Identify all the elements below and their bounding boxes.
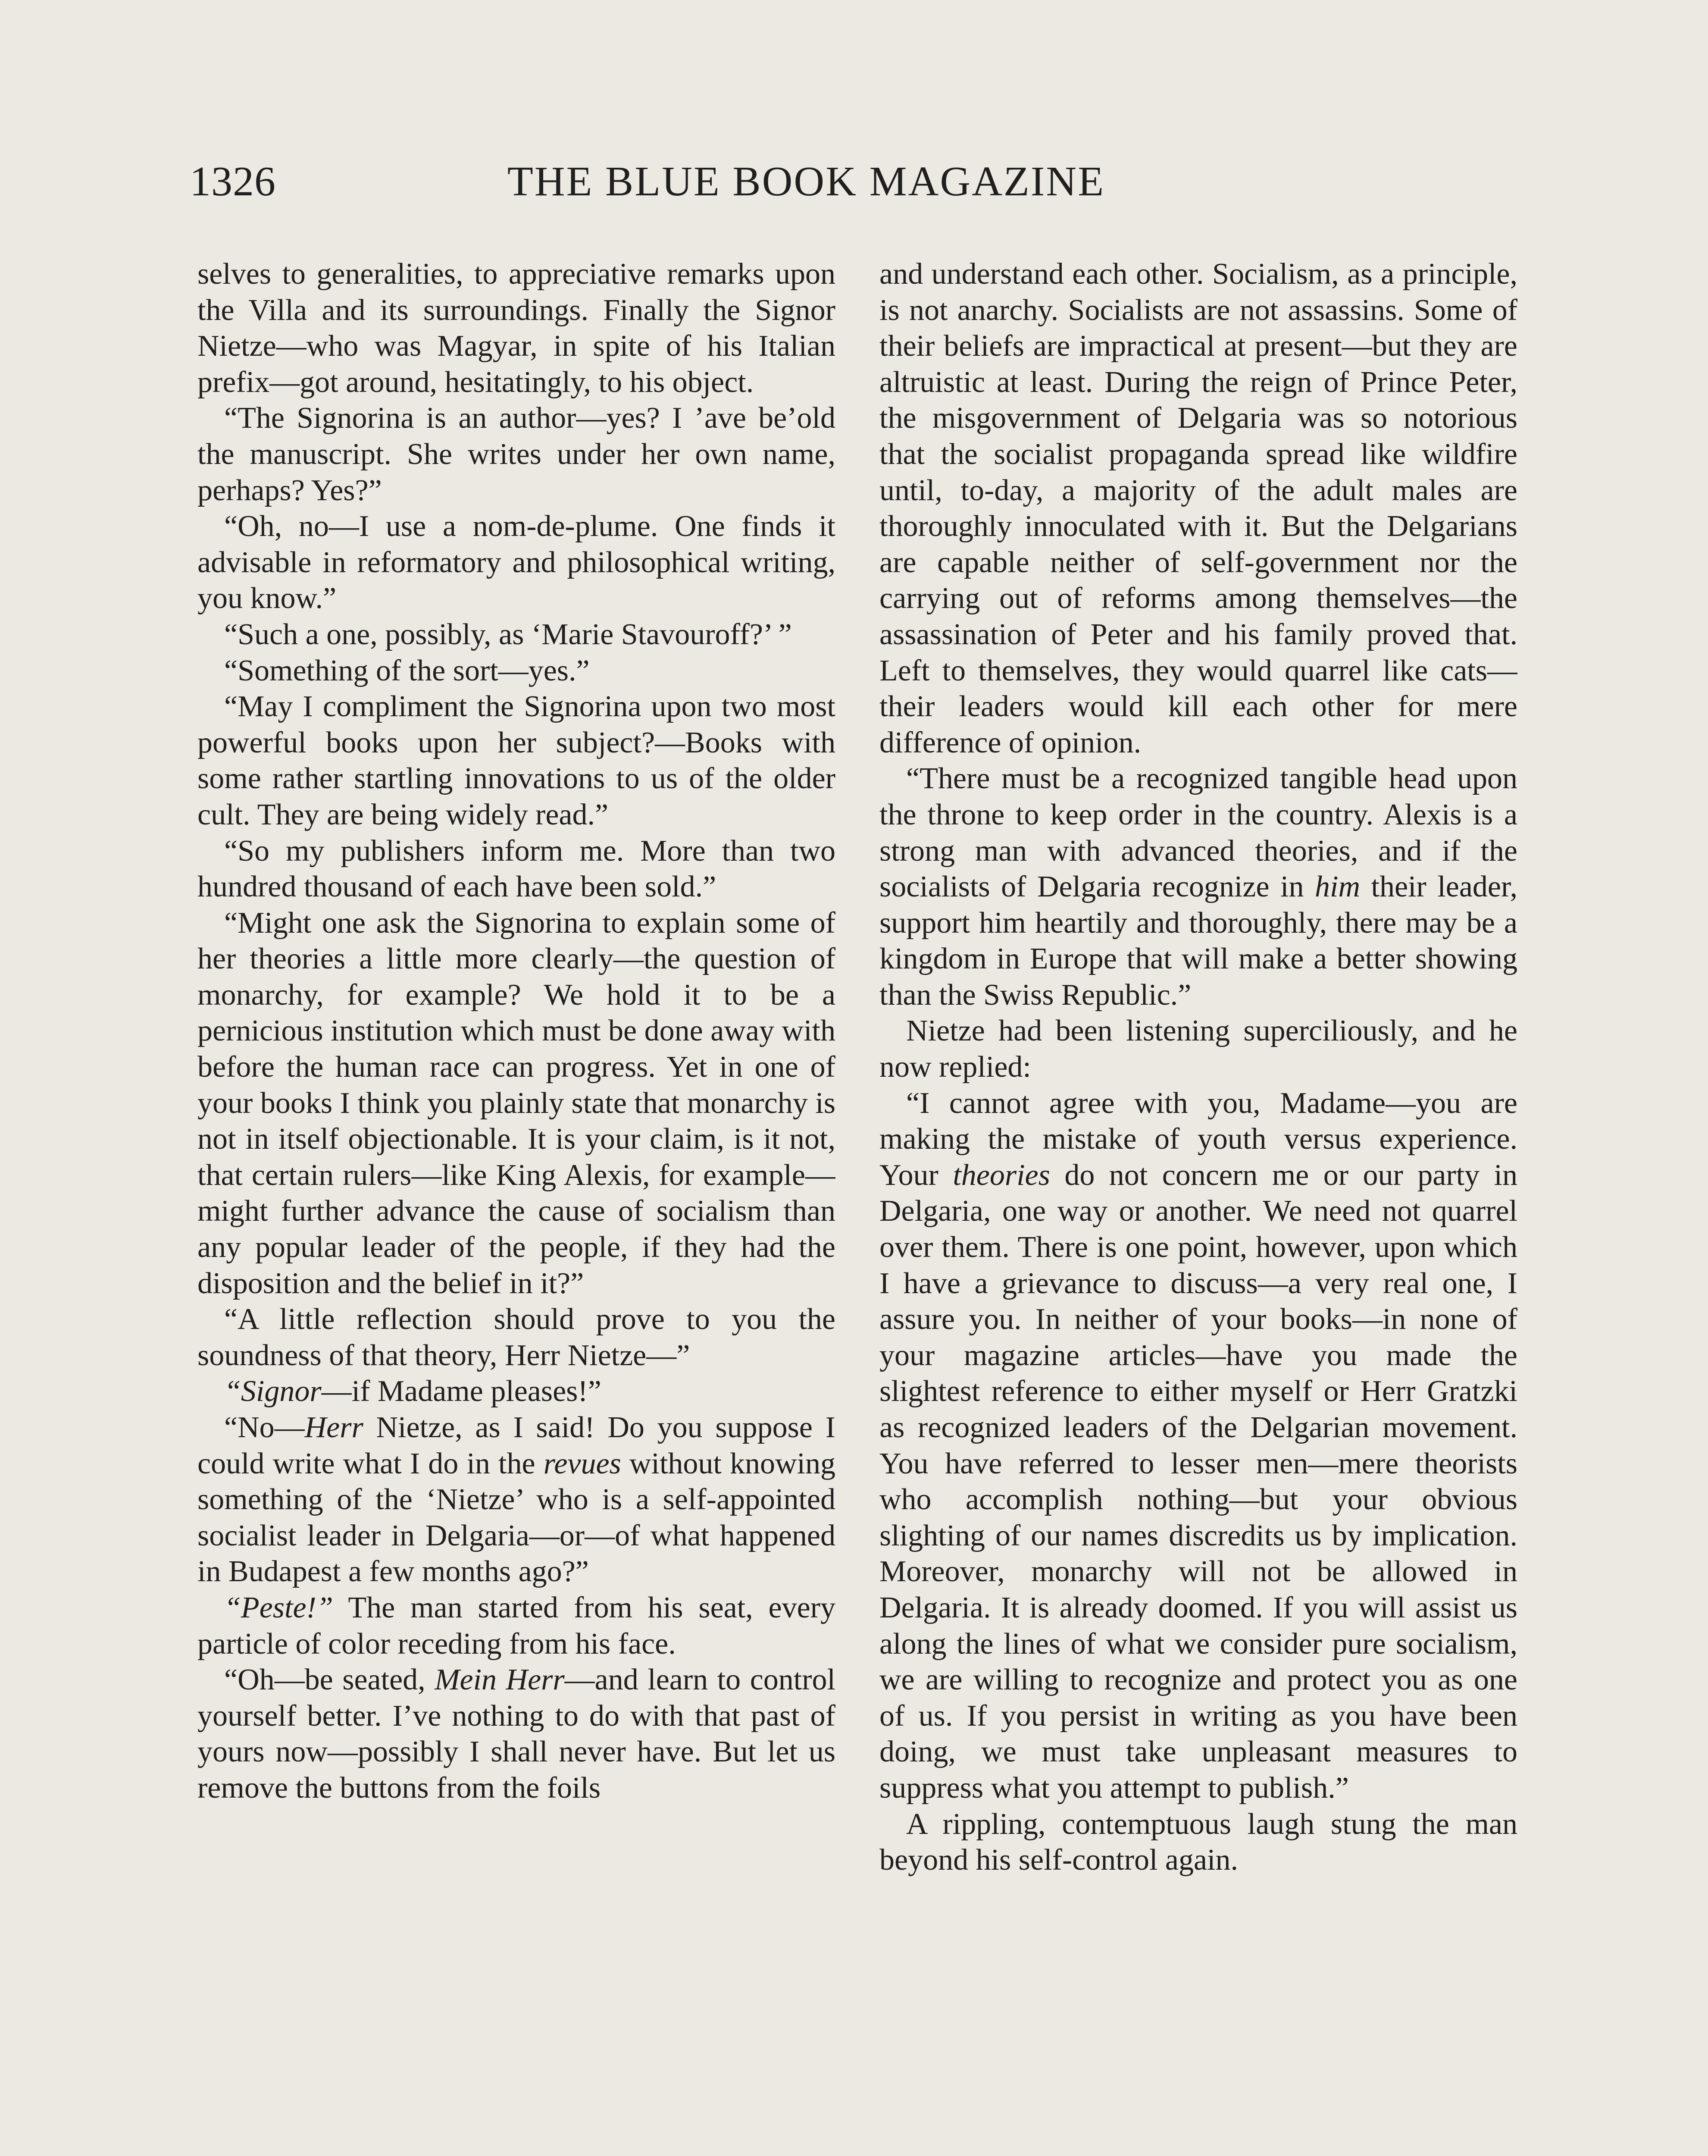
text-run: —and learn to control yourself better. I’ve nothing to do with that past of yours now—possibly I shall never have. But let us remove the buttons from the foils bbox=[197, 1663, 835, 1805]
paragraph: A rippling, contemptuous laugh stung the man beyond his self-control again. bbox=[879, 1807, 1517, 1877]
paragraph bbox=[197, 1410, 835, 1590]
paragraph bbox=[879, 761, 1517, 1013]
paragraph: “Such a one, possibly, as ‘Marie Stavouroff?’ ” bbox=[224, 617, 792, 651]
paragraph: “Oh, no—I use a nom-de-plume. One finds it advisable in reformatory and philosophical writing, you know.” bbox=[197, 510, 835, 615]
left-column bbox=[197, 256, 835, 2156]
italic-text: Mein Herr bbox=[435, 1663, 565, 1697]
paragraph: and understand each other. Socialism, as a principle, is not anarchy. Socialists are not assassins. Some of their beliefs are impractical at present—but they are altruistic at least. During the reign of Prince Peter, the misgovernment of Delgaria was so notorious that the socialist propaganda spread like wildfire until, to-day, a majority of the adult males are thoroughly innoculated with it. But the Delgarians are capable neither of self-government nor the carrying out of reforms among themselves—the assassination of Peter and his family proved that. Left to themselves, they would quarrel like cats—their leaders would kill each other for mere difference of opinion. bbox=[879, 257, 1517, 759]
paragraph: “A little reflection should prove to you the soundness of that theory, Herr Nietze—” bbox=[197, 1303, 835, 1372]
page-header bbox=[190, 160, 1423, 221]
text-run: “There must be a recognized tangible head upon the throne to keep order in the country. Alexis is a strong man with advanced theories, and if the socialists of Delgaria recognize in bbox=[879, 762, 1517, 904]
paragraph: selves to generalities, to appreciative remarks upon the Villa and its surroundings. Finally the Signor Nietze—who was Magyar, in spite of his Italian prefix—got around, hesitatingly, to his object. bbox=[197, 257, 835, 399]
text-run: their leader, support him heartily and thoroughly, there may be a kingdom in Europe that will make a better showing than the Swiss Republic.” bbox=[879, 870, 1517, 1012]
right-column bbox=[879, 256, 1517, 2156]
running-title: THE BLUE BOOK MAGAZINE bbox=[507, 158, 1105, 205]
italic-text: “Signor bbox=[224, 1375, 322, 1408]
page-number: 1326 bbox=[190, 158, 276, 205]
text-run: —if Madame pleases!” bbox=[321, 1375, 601, 1408]
italic-text: him bbox=[1315, 870, 1361, 904]
italic-text: theories bbox=[953, 1158, 1050, 1192]
paragraph: “May I compliment the Signorina upon two most powerful books upon her subject?—Books with some rather startling innovations to us of the older cult. They are being widely read.” bbox=[197, 690, 835, 831]
text-run: “Oh—be seated, bbox=[224, 1663, 435, 1697]
text-run: do not concern me or our party in Delgaria, one way or another. We need not quarrel over them. There is one point, however, upon which I have a grievance to discuss—a very real one, I assure you. In neither of your books—in none of your magazine articles—have you made the slightest reference to either myself or Herr Gratzki as recognized leaders of the Delgarian movement. You have referred to lesser men—mere theorists who accomplish nothing—but your obvious slighting of our names discredits us by implication. Moreover, monarchy will not be allowed in Delgaria. It is already doomed. If you will assist us along the lines of what we consider pure socialism, we are willing to recognize and protect you as one of us. If you persist in writing as you have been doing, we must take unpleasant measures to suppress what you attempt to publish.” bbox=[879, 1158, 1517, 1805]
text-run: “No— bbox=[224, 1411, 305, 1444]
italic-text: “Peste!” bbox=[224, 1591, 333, 1624]
text-run: without knowing something of the ‘Nietze’ who is a self-appointed socialist leader in Delgaria—or—of what happened in Budapest a few months ago?” bbox=[197, 1447, 835, 1589]
italic-text: Herr bbox=[304, 1411, 363, 1444]
paragraph bbox=[197, 1373, 835, 1410]
text-run: “I cannot agree with you, Madame—you are making the mistake of youth versus experience. Your bbox=[879, 1086, 1517, 1192]
paragraph: “Something of the sort—yes.” bbox=[224, 654, 590, 687]
paragraph: “So my publishers inform me. More than two hundred thousand of each have been sold.” bbox=[197, 834, 835, 904]
paragraph: “The Signorina is an author—yes? I ’ave be’old the manuscript. She writes under her own name, perhaps? Yes?” bbox=[197, 401, 835, 507]
italic-text: revues bbox=[543, 1447, 621, 1480]
paragraph: Nietze had been listening superciliously, and he now replied: bbox=[879, 1014, 1517, 1084]
paragraph bbox=[879, 1085, 1517, 1806]
text-run: The man started from his seat, every particle of color receding from his face. bbox=[197, 1591, 835, 1661]
paragraph bbox=[197, 1590, 835, 1662]
text-run: Nietze, as I said! Do you suppose I could write what I do in the bbox=[197, 1411, 835, 1480]
paragraph: “Might one ask the Signorina to explain some of her theories a little more clearly—the question of monarchy, for example? We hold it to be a pernicious institution which must be done away with before the human race can progress. Yet in one of your books I think you plainly state that monarchy is not in itself objectionable. It is your claim, is it not, that certain rulers—like King Alexis, for example—might further advance the cause of socialism than any popular leader of the people, if they had the disposition and the belief in it?” bbox=[197, 906, 835, 1300]
paragraph bbox=[197, 1662, 835, 1806]
